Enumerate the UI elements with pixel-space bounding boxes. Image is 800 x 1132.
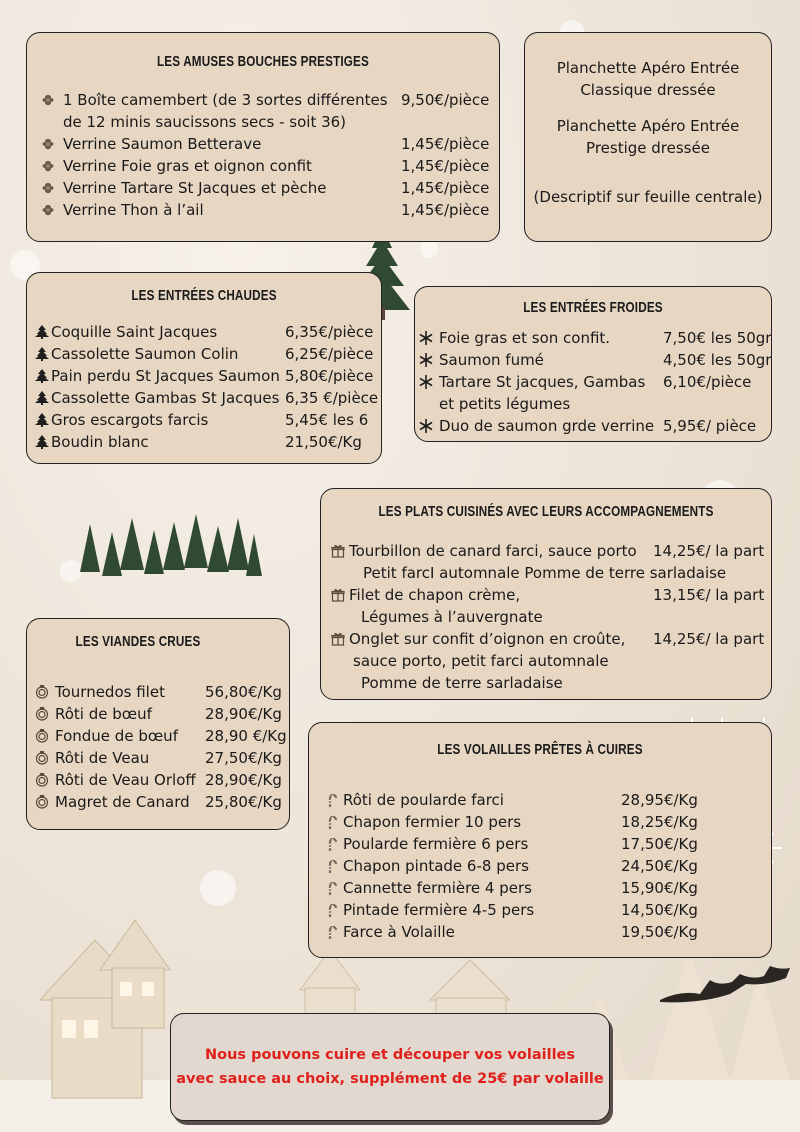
item-name: Tartare St jacques, Gambas [439, 373, 646, 391]
cooking-service-note [170, 1013, 610, 1121]
tree-icon [35, 369, 49, 383]
ornament-icon [35, 773, 49, 787]
pinecone-icon [41, 181, 55, 195]
section-title: LES PLATS CUISINÉS AVEC LEURS ACCOMPAGNEMENTS [378, 503, 714, 520]
item-name: Onglet sur confit d’oignon en croûte, [349, 630, 626, 648]
entrees-froides-section [414, 286, 772, 442]
item-price: 15,90€/Kg [621, 879, 698, 897]
item-name: Pintade fermière 4-5 pers [343, 901, 535, 919]
ornament-icon [35, 751, 49, 765]
item-price: 5,45€ les 6 [285, 411, 369, 429]
gift-icon [331, 588, 345, 602]
item-price: 14,50€/Kg [621, 901, 698, 919]
item-price: 1,45€/pièce [401, 179, 490, 197]
item-name: Chapon pintade 6-8 pers [343, 857, 529, 875]
item-name: Tournedos filet [55, 683, 165, 701]
item-price: 28,95€/Kg [621, 791, 698, 809]
item-name: Saumon fumé [439, 351, 544, 369]
item-name: 1 Boîte camembert (de 3 sortes différentes [63, 91, 388, 109]
viandes-crues-section [26, 618, 290, 830]
item-name: Boudin blanc [51, 433, 149, 451]
item-name: Cassolette Saumon Colin [51, 345, 239, 363]
item-name: Verrine Thon à l’ail [63, 201, 204, 219]
section-title: LES ENTRÉES CHAUDES [131, 287, 277, 304]
item-name: Verrine Foie gras et oignon confit [63, 157, 312, 175]
item-price: 28,90 €/Kg [205, 727, 287, 745]
item-name: Rôti de Veau [55, 749, 150, 767]
ornament-icon [35, 707, 49, 721]
item-price: 25,80€/Kg [205, 793, 282, 811]
item-name: Verrine Tartare St Jacques et pèche [63, 179, 327, 197]
entrees-chaudes-section [26, 272, 382, 464]
item-name: Rôti de poularde farci [343, 791, 504, 809]
item-price: 1,45€/pièce [401, 157, 490, 175]
item-name-continued: Légumes à l’auvergnate [361, 608, 543, 626]
snowflake-icon [419, 419, 433, 433]
item-name-continued: Petit farcI automnale Pomme de terre sarladaise [363, 564, 727, 582]
planchette-line: Planchette Apéro Entrée [556, 117, 740, 135]
item-name-continued: Pomme de terre sarladaise [361, 674, 563, 692]
ornament-icon [35, 795, 49, 809]
candy-cane-icon [325, 859, 339, 873]
item-name: Rôti de bœuf [55, 705, 152, 723]
item-price: 14,25€/ la part [653, 542, 765, 560]
item-price: 28,90€/Kg [205, 771, 282, 789]
item-price: 6,10€/pièce [663, 373, 752, 391]
item-name: Cassolette Gambas St Jacques [51, 389, 280, 407]
planchette-note: (Descriptif sur feuille centrale) [533, 188, 763, 206]
item-name: Tourbillon de canard farci, sauce porto [349, 542, 637, 560]
pinecone-icon [41, 137, 55, 151]
item-price: 28,90€/Kg [205, 705, 282, 723]
item-name-continued: sauce porto, petit farci automnale [353, 652, 609, 670]
item-price: 21,50€/Kg [285, 433, 362, 451]
item-price: 5,95€/ pièce [663, 417, 757, 435]
candy-cane-icon [325, 793, 339, 807]
item-name: Foie gras et son confit. [439, 329, 611, 347]
amuses-bouches-section [26, 32, 500, 242]
item-price: 56,80€/Kg [205, 683, 282, 701]
note-line: avec sauce au choix, supplément de 25€ par volaille [176, 1071, 604, 1087]
item-price: 6,35€/pièce [285, 323, 374, 341]
planchette-section [524, 32, 772, 242]
candy-cane-icon [325, 837, 339, 851]
planchette-line: Prestige dressée [586, 139, 710, 157]
pinecone-icon [41, 93, 55, 107]
forest-illustration [78, 512, 262, 580]
item-price: 1,45€/pièce [401, 201, 490, 219]
ornament-icon [35, 685, 49, 699]
gift-icon [331, 632, 345, 646]
item-price: 4,50€ les 50gr [663, 351, 772, 369]
candy-cane-icon [325, 815, 339, 829]
item-price: 13,15€/ la part [653, 586, 765, 604]
item-name: Filet de chapon crème, [349, 586, 521, 604]
section-title: LES VOLAILLES PRÊTES À CUIRES [437, 741, 643, 758]
bokeh-light [420, 240, 438, 258]
item-name: Gros escargots farcis [51, 411, 209, 429]
plats-cuisines-section [320, 488, 772, 700]
item-price: 19,50€/Kg [621, 923, 698, 941]
item-price: 17,50€/Kg [621, 835, 698, 853]
item-price: 14,25€/ la part [653, 630, 765, 648]
item-name: Coquille Saint Jacques [51, 323, 218, 341]
item-price: 6,35 €/pièce [285, 389, 379, 407]
planchette-line: Classique dressée [580, 81, 716, 99]
tree-icon [35, 391, 49, 405]
candy-cane-icon [325, 903, 339, 917]
tree-icon [35, 347, 49, 361]
item-price: 24,50€/Kg [621, 857, 698, 875]
item-name: Fondue de bœuf [55, 727, 178, 745]
snowflake-icon [419, 331, 433, 345]
section-title: LES VIANDES CRUES [75, 633, 201, 650]
gift-icon [331, 544, 345, 558]
section-title: LES ENTRÉES FROIDES [523, 299, 663, 316]
item-name-continued: et petits légumes [439, 395, 571, 413]
item-name: Farce à Volaille [343, 923, 455, 941]
note-line: Nous pouvons cuire et découper vos volailles [204, 1047, 576, 1063]
snowflake-icon [419, 353, 433, 367]
pinecone-icon [41, 159, 55, 173]
item-name: Pain perdu St Jacques Saumon [51, 367, 280, 385]
candy-cane-icon [325, 881, 339, 895]
item-name: Magret de Canard [55, 793, 190, 811]
item-name-continued: de 12 minis saucissons secs - soit 36) [63, 113, 347, 131]
section-title: LES AMUSES BOUCHES PRESTIGES [157, 53, 369, 70]
item-price: 18,25€/Kg [621, 813, 698, 831]
tree-icon [35, 325, 49, 339]
snowflake-icon [419, 375, 433, 389]
volailles-section [308, 722, 772, 958]
item-name: Duo de saumon grde verrine [439, 417, 655, 435]
item-price: 1,45€/pièce [401, 135, 490, 153]
item-name: Chapon fermier 10 pers [343, 813, 522, 831]
candy-cane-icon [325, 925, 339, 939]
item-price: 27,50€/Kg [205, 749, 282, 767]
ornament-icon [35, 729, 49, 743]
pinecone-icon [41, 203, 55, 217]
item-name: Cannette fermière 4 pers [343, 879, 532, 897]
item-price: 7,50€ les 50gr [663, 329, 772, 347]
planchette-line: Planchette Apéro Entrée [556, 59, 740, 77]
item-price: 9,50€/pièce [401, 91, 490, 109]
item-price: 6,25€/pièce [285, 345, 374, 363]
tree-icon [35, 435, 49, 449]
item-name: Poularde fermière 6 pers [343, 835, 529, 853]
item-name: Rôti de Veau Orloff [55, 771, 196, 789]
item-price: 5,80€/pièce [285, 367, 374, 385]
item-name: Verrine Saumon Betterave [63, 135, 262, 153]
tree-icon [35, 413, 49, 427]
